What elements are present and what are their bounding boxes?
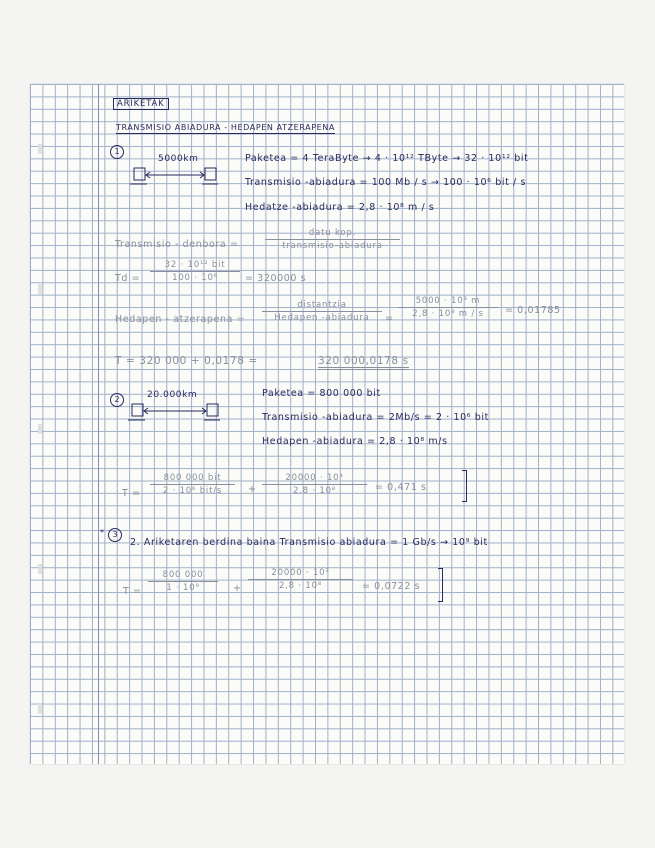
ex1-td-numerator: 32 · 10¹² bit: [164, 260, 226, 270]
ex2-propagation-line: Hedapen -abiadura = 2,8 · 10⁸ m/s: [262, 436, 448, 447]
ex3-star-mark: *: [100, 528, 105, 537]
fraction-bar: [148, 581, 218, 582]
result-bracket: [438, 568, 443, 602]
ex2-packet-line: Paketea = 800 000 bit: [262, 388, 381, 399]
margin-line: [98, 84, 99, 764]
ex1-td-denominator: 100 · 10⁶: [172, 273, 218, 283]
fraction-bar: [262, 311, 382, 312]
equals-sign: =: [385, 313, 394, 324]
fraction-bar: [150, 484, 235, 485]
punch-hole: [38, 704, 42, 714]
page-title: [113, 98, 169, 109]
fraction-bar: [398, 307, 498, 308]
ex1-distance-label: 5000km: [158, 154, 199, 164]
punch-hole: [38, 564, 42, 574]
ex1-tt-denominator: transmisio-abiadura: [282, 241, 383, 251]
ex2-f1-denominator: 2 · 10⁶ bit/s: [162, 486, 223, 496]
ex1-tt-lhs: Transmisio - denbora =: [115, 239, 239, 250]
ex1-hed-fraction-2: [398, 296, 498, 319]
ex1-hed-denominator-2: 2,8 · 10⁸ m / s: [412, 309, 484, 319]
ex1-rate-line: Transmisio -abiadura = 100 Mb / s → 100 · 10⁶ bit / s: [245, 177, 526, 188]
ex1-hed-result: = 0,01785: [505, 305, 561, 316]
ex2-f1-numerator: 800 000 bit: [163, 473, 222, 483]
ex3-fraction-1: [148, 570, 218, 593]
ex1-total-result: [318, 355, 409, 367]
ex1-tt-numerator: datu kop.: [308, 228, 357, 238]
ex2-result: = 0,471 s: [375, 482, 427, 493]
ex3-f1-numerator: 800 000: [162, 570, 204, 580]
fraction-bar: [265, 239, 400, 240]
ex1-hed-numerator-2: 5000 · 10³ m: [415, 296, 481, 306]
fraction-bar: [262, 484, 367, 485]
ex2-f2-denominator: 2,8 · 10⁸: [292, 486, 337, 496]
ex3-statement: 2. Ariketaren berdina baina Transmisio abiadura = 1 Gb/s → 10⁹ bit: [130, 537, 488, 548]
exercise-2-number: 2: [110, 393, 124, 407]
ex2-plus: +: [248, 484, 257, 495]
exercise-3-number: 3: [108, 528, 122, 542]
ex1-hed-fraction: [262, 300, 382, 323]
result-bracket: [462, 470, 467, 502]
ex2-computer-link-diagram: [128, 400, 223, 426]
ex2-fraction-1: [150, 473, 235, 496]
ex1-hed-numerator: distantzia: [297, 300, 347, 310]
ex1-computer-link-diagram: [130, 164, 220, 190]
fraction-bar: [150, 271, 240, 272]
punch-hole: [38, 424, 42, 434]
ex1-tt-fraction: [265, 228, 400, 251]
ex1-total-lhs: T = 320 000 + 0,0178 =: [115, 355, 258, 367]
ex3-f2-denominator: 2,8 · 10⁸: [278, 581, 323, 591]
fraction-bar: [248, 579, 353, 580]
ex3-result: = 0,0722 s: [362, 581, 421, 592]
ex1-td-lhs: Td =: [115, 273, 141, 284]
ex3-f2-numerator: 20000 · 10³: [271, 568, 330, 578]
punch-hole: [38, 284, 42, 294]
ex3-plus: +: [233, 583, 242, 594]
title-box: ARIKETAK: [113, 98, 169, 110]
ex1-packet-line: Paketea = 4 TeraByte → 4 · 10¹² TByte → 32 · 10¹² bit: [245, 153, 529, 164]
exercise-1-number: 1: [110, 145, 124, 159]
ex2-t-lhs: T =: [122, 488, 141, 499]
ex1-td-fraction: [150, 260, 240, 283]
ex3-t-lhs: T =: [123, 586, 142, 597]
punch-hole: [38, 144, 42, 154]
ex2-rate-line: Transmisio -abiadura = 2Mb/s = 2 · 10⁶ bit: [262, 412, 489, 423]
ex3-f1-denominator: 1 · 10⁹: [166, 583, 200, 593]
ex1-hed-denominator: Hedapen -abiadura: [274, 313, 370, 323]
ex2-fraction-2: [262, 473, 367, 496]
ex2-f2-numerator: 20000 · 10³: [285, 473, 344, 483]
ex1-hed-lhs: Hedapen - atzerapena =: [115, 314, 246, 325]
ex2-distance-label: 20.000km: [147, 390, 198, 400]
ex3-fraction-2: [248, 568, 353, 591]
ex1-total-value: 320 000,0178 s: [318, 355, 409, 370]
section-subtitle: [116, 122, 335, 133]
subtitle-text: TRANSMISIO ABIADURA - HEDAPEN ATZERAPENA: [116, 123, 335, 132]
ex1-td-result: = 320000 s: [245, 273, 307, 284]
ex1-propagation-line: Hedatze -abiadura = 2,8 · 10⁸ m / s: [245, 202, 435, 213]
